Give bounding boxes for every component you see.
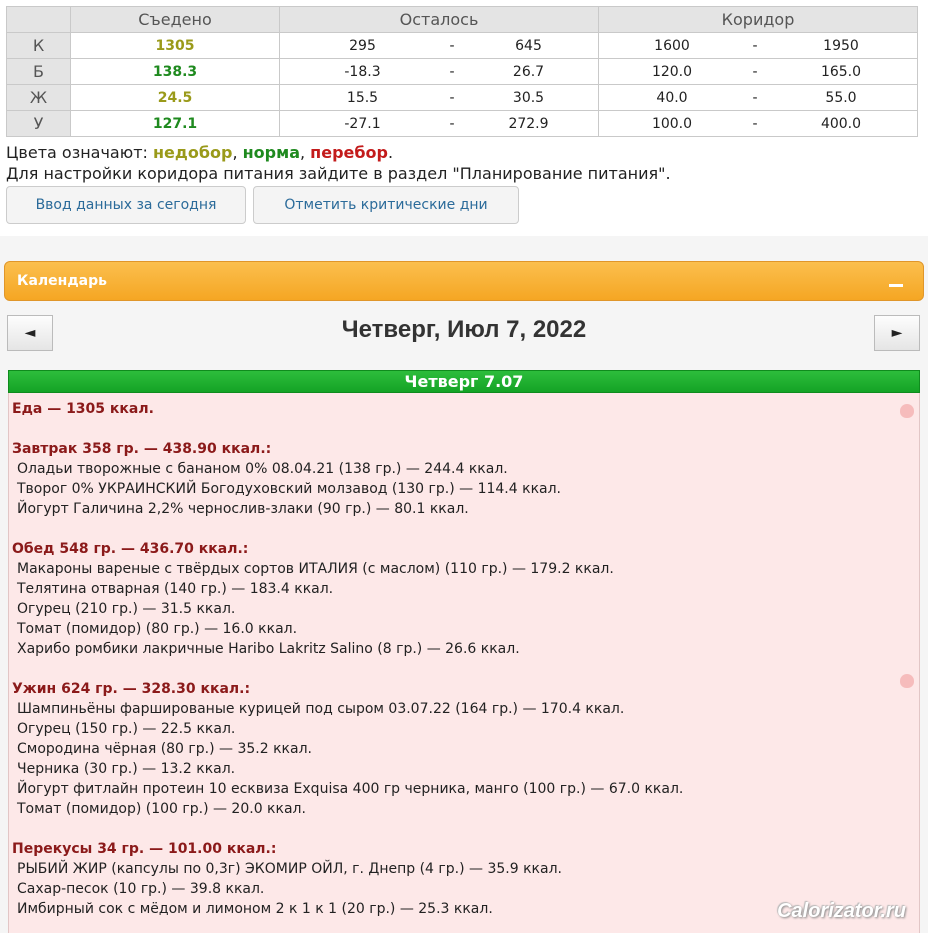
meal-title: Обед 548 гр. — 436.70 ккал.: bbox=[12, 541, 249, 557]
corridor-min: 40.0 bbox=[656, 89, 688, 106]
food-item: Харибо ромбики лакричные Haribo Lakritz Salino (8 гр.) — 26.6 ккал. bbox=[17, 641, 520, 657]
legend-norm: норма bbox=[242, 143, 300, 162]
legend-under: недобор bbox=[153, 143, 233, 162]
remaining-min: -27.1 bbox=[344, 115, 381, 132]
calendar-section-header[interactable] bbox=[4, 261, 924, 301]
legend-prefix: Цвета означают: bbox=[6, 143, 153, 162]
corridor-max: 55.0 bbox=[825, 89, 857, 106]
corridor-min: 100.0 bbox=[651, 115, 693, 132]
day-header: Четверг 7.07 bbox=[8, 370, 920, 393]
corner-cell bbox=[7, 7, 71, 33]
row-label: Б bbox=[7, 59, 71, 85]
food-item: Оладьи творожные с бананом 0% 08.04.21 (138 гр.) — 244.4 ккал. bbox=[17, 461, 508, 477]
food-item: Йогурт Галичина 2,2% чернослив-злаки (90 гр.) — 80.1 ккал. bbox=[17, 501, 469, 517]
corridor-min: 120.0 bbox=[651, 63, 693, 80]
meal-title: Завтрак 358 гр. — 438.90 ккал.: bbox=[12, 441, 272, 457]
food-item: Телятина отварная (140 гр.) — 183.4 ккал. bbox=[17, 581, 334, 597]
range-dash: - bbox=[449, 63, 455, 80]
food-item: Шампиньёны фаршированые курицей под сыром 03.07.22 (164 гр.) — 170.4 ккал. bbox=[17, 701, 625, 717]
food-item: Творог 0% УКРАИНСКИЙ Богодуховский молзавод (130 гр.) — 114.4 ккал. bbox=[17, 481, 561, 497]
remaining-max: 645 bbox=[515, 37, 542, 54]
eaten-value: 138.3 bbox=[71, 59, 280, 85]
range-dash: - bbox=[752, 63, 758, 80]
enter-today-button[interactable]: Ввод данных за сегодня bbox=[6, 186, 246, 224]
nutrition-table bbox=[6, 6, 918, 137]
food-total: Еда — 1305 ккал. bbox=[12, 401, 154, 417]
table-row bbox=[7, 85, 918, 111]
eaten-value: 1305 bbox=[71, 33, 280, 59]
corridor-range bbox=[599, 111, 918, 137]
watermark: Calorizator.ru bbox=[777, 900, 906, 922]
corridor-hint: Для настройки коридора питания зайдите в раздел "Планирование питания". bbox=[6, 164, 671, 183]
remaining-max: 272.9 bbox=[508, 115, 549, 132]
remaining-min: 295 bbox=[349, 37, 376, 54]
remaining-max: 30.5 bbox=[512, 89, 545, 106]
remaining-range bbox=[280, 111, 599, 137]
corridor-max: 165.0 bbox=[820, 63, 862, 80]
table-row bbox=[7, 59, 918, 85]
header-corridor: Коридор bbox=[599, 7, 918, 33]
header-remaining: Осталось bbox=[280, 7, 599, 33]
remaining-range bbox=[280, 59, 599, 85]
mark-critical-days-button[interactable]: Отметить критические дни bbox=[253, 186, 519, 224]
legend-end: . bbox=[387, 143, 394, 162]
spacer bbox=[12, 659, 683, 679]
spacer bbox=[12, 519, 683, 539]
food-item: РЫБИЙ ЖИР (капсулы по 0,3г) ЭКОМИР ОЙЛ, г. Днепр (4 гр.) — 35.9 ккал. bbox=[17, 861, 562, 877]
next-day-button[interactable]: ► bbox=[874, 315, 920, 351]
remaining-min: 15.5 bbox=[346, 89, 379, 106]
header-eaten: Съедено bbox=[71, 7, 280, 33]
range-dash: - bbox=[449, 37, 455, 54]
food-item: Черника (30 гр.) — 13.2 ккал. bbox=[17, 761, 236, 777]
table-row bbox=[7, 33, 918, 59]
row-label: К bbox=[7, 33, 71, 59]
range-dash: - bbox=[449, 115, 455, 132]
food-item: Йогурт фитлайн протеин 10 есквиза Exquisa 400 гр черника, манго (100 гр.) — 67.0 ккал. bbox=[17, 781, 684, 797]
row-label: У bbox=[7, 111, 71, 137]
apple-icon bbox=[900, 404, 914, 418]
meal-title: Ужин 624 гр. — 328.30 ккал.: bbox=[12, 681, 251, 697]
current-date: Четверг, Июл 7, 2022 bbox=[341, 316, 587, 343]
calendar-title: Календарь bbox=[17, 273, 107, 289]
prev-day-button[interactable]: ◄ bbox=[7, 315, 53, 351]
color-legend bbox=[6, 142, 671, 184]
remaining-range bbox=[280, 33, 599, 59]
table-header-row bbox=[7, 7, 918, 33]
eaten-value: 24.5 bbox=[71, 85, 280, 111]
eaten-value: 127.1 bbox=[71, 111, 280, 137]
legend-sep: , bbox=[299, 143, 311, 162]
table-row bbox=[7, 111, 918, 137]
corridor-range bbox=[599, 33, 918, 59]
legend-sep: , bbox=[232, 143, 243, 162]
food-item: Огурец (150 гр.) — 22.5 ккал. bbox=[17, 721, 236, 737]
apple-icon bbox=[900, 674, 914, 688]
corridor-range bbox=[599, 85, 918, 111]
food-item: Макароны вареные с твёрдых сортов ИТАЛИЯ (с маслом) (110 гр.) — 179.2 ккал. bbox=[17, 561, 614, 577]
remaining-range bbox=[280, 85, 599, 111]
spacer bbox=[12, 419, 683, 439]
spacer bbox=[12, 819, 683, 839]
legend-over: перебор bbox=[310, 143, 388, 162]
range-dash: - bbox=[752, 37, 758, 54]
corridor-max: 400.0 bbox=[820, 115, 862, 132]
range-dash: - bbox=[752, 89, 758, 106]
remaining-max: 26.7 bbox=[512, 63, 545, 80]
corridor-range bbox=[599, 59, 918, 85]
corridor-min: 1600 bbox=[654, 37, 690, 54]
remaining-min: -18.3 bbox=[344, 63, 381, 80]
food-diary bbox=[12, 399, 683, 919]
food-item: Сахар-песок (10 гр.) — 39.8 ккал. bbox=[17, 881, 265, 897]
row-label: Ж bbox=[7, 85, 71, 111]
food-item: Томат (помидор) (100 гр.) — 20.0 ккал. bbox=[17, 801, 306, 817]
corridor-max: 1950 bbox=[823, 37, 859, 54]
food-item: Огурец (210 гр.) — 31.5 ккал. bbox=[17, 601, 236, 617]
food-item: Имбирный сок с мёдом и лимоном 2 к 1 к 1 (20 гр.) — 25.3 ккал. bbox=[17, 901, 493, 917]
collapse-icon[interactable] bbox=[889, 284, 903, 287]
meal-title: Перекусы 34 гр. — 101.00 ккал.: bbox=[12, 841, 277, 857]
food-item: Смородина чёрная (80 гр.) — 35.2 ккал. bbox=[17, 741, 312, 757]
summary-panel bbox=[0, 0, 928, 236]
range-dash: - bbox=[449, 89, 455, 106]
range-dash: - bbox=[752, 115, 758, 132]
food-item: Томат (помидор) (80 гр.) — 16.0 ккал. bbox=[17, 621, 298, 637]
